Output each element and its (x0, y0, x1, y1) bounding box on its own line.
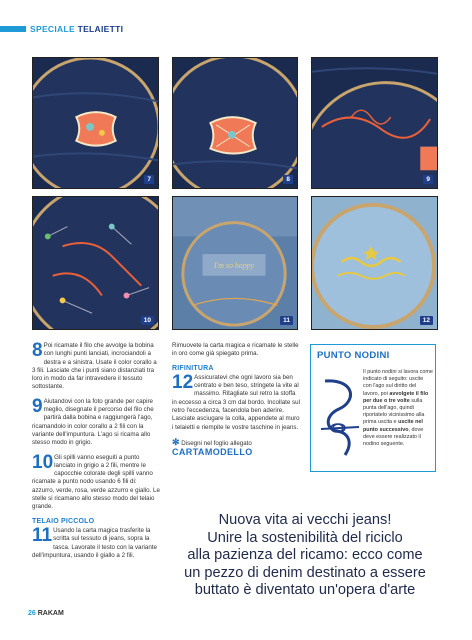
step-number: 9 (32, 395, 43, 417)
tagline-line: Nuova vita ai vecchi jeans! (218, 512, 392, 528)
step-text: Poi ricamate il filo che avvolge la bobina con lunghi punti lanciati, incrociandoli a destra e a sinistra. Usate il color corallo a 3 fili. Lasciate che i punti siano distanziati tra loro in modo da far intravedere il tessuto sottostante. (32, 342, 157, 391)
box-text-part: Il punto nodini si lavora come indicato di seguito: uscite con l'ago sul diritto del lavoro, poi (363, 369, 433, 397)
box-text-part: , dove deve essere realizzato il nodino seguente. (363, 426, 424, 448)
tagline-line: un pezzo di denim destinato a essere (184, 564, 426, 581)
step-text: Gli spilli vanno eseguiti a punto lanciato in grigio a 2 fili, mentre le capocchie colorate degli spilli vanno ricamate a punto nodo usando 6 fili di: azzurro, verde, rosa, verde azzurro e giallo. Le stelle si ricamano allo stesso modo del telaio grande. (32, 453, 160, 511)
step-11-continued: Rimuovete la carta magica e ricamate le stelle in oro come già spiegato prima. (172, 342, 299, 358)
step-number: 12 (172, 371, 194, 393)
photo-step-9 (311, 57, 438, 189)
section-label: SPECIALE (30, 24, 75, 34)
tagline (160, 512, 450, 600)
photo-number-badge: 10 (141, 316, 154, 325)
photo-number-badge: 7 (144, 175, 154, 184)
step-8 (32, 342, 160, 392)
box-text-part: sulla punta dell'ago, quindi riportatelo vicinissimo alla prima uscita e (363, 397, 425, 426)
page-header (0, 24, 472, 35)
photo-number-badge: 9 (423, 175, 433, 184)
tagline-line: buttato è diventato un'opera d'arte (194, 582, 416, 599)
box-text-bold: uscite nel punto successivo (363, 419, 423, 433)
step-number: 11 (32, 524, 53, 546)
step-12 (172, 371, 300, 432)
step-number: 8 (32, 340, 43, 361)
box-text-bold: avvolgete il filo per due o tre volte (363, 390, 429, 404)
step-10 (32, 451, 160, 512)
tagline-line: alla pazienza del ricamo: ecco come (187, 547, 423, 564)
step-text: Aiutandovi con la foto grande per capire meglio, disegnate il percorso del filo che partirà dalla bobina e raggiungerà l'ago, ricamandolo in color corallo a 2 fili con la variante dell'impuntura. L'ago si ricama allo stesso modo in grigio. (32, 397, 154, 447)
tagline-line: Unire la sostenibilità del riciclo (207, 529, 403, 546)
photo-step-11 (172, 196, 298, 330)
instructions-column-2 (172, 342, 300, 457)
step-number: 10 (32, 451, 54, 473)
step-text: Usando la carta magica trasferite la scritta sul tessuto di jeans, sopra la tasca. Lavorate il testo con la variante dell'impuntura, usando il giallo a 2 fili. (32, 526, 157, 559)
subheading-telaio-piccolo: TELAIO PICCOLO (32, 517, 95, 525)
header-accent-bar (0, 26, 26, 32)
box-text (363, 369, 433, 448)
page-number: 26 (28, 610, 36, 617)
box-title: PUNTO NODINI (317, 350, 390, 361)
asterisk-icon: ✻ (172, 436, 180, 447)
magazine-name: RAKAM (37, 610, 64, 617)
punto-nodini-box (310, 344, 436, 472)
photo-number-badge: 12 (420, 316, 433, 325)
photo-step-8 (172, 57, 298, 189)
step-9 (32, 395, 160, 448)
subheading-rifinitura: RIFINITURA (172, 364, 214, 372)
pattern-note-text: Disegni nel foglio allegato (181, 439, 252, 447)
header-label (30, 24, 123, 34)
pattern-title: CARTAMODELLO (172, 447, 253, 458)
page-footer (28, 610, 64, 617)
hoop-embroidered-text: I'm so happy (213, 260, 255, 270)
photo-number-badge: 11 (280, 316, 293, 325)
photo-step-12 (311, 196, 438, 330)
photo-number-badge: 8 (283, 175, 293, 184)
section-title: TELAIETTI (77, 24, 124, 34)
french-knot-diagram (315, 371, 363, 463)
step-11 (32, 524, 160, 560)
instructions-column-1 (32, 342, 160, 566)
photo-step-7 (32, 57, 159, 189)
step-text: Assicuratevi che ogni lavoro sia ben centrato e ben teso, stringete la vite al massimo. Ritagliate sul retro la stoffa in eccesso a circa 3 cm dal bordo. Incollate sul retro l'eccedenza, facendola ben aderire. Lasciate asciugare la colla, appendete al muro i telaietti e riempite le vostre taschine in jeans. (172, 373, 300, 431)
photo-step-10 (32, 196, 159, 330)
